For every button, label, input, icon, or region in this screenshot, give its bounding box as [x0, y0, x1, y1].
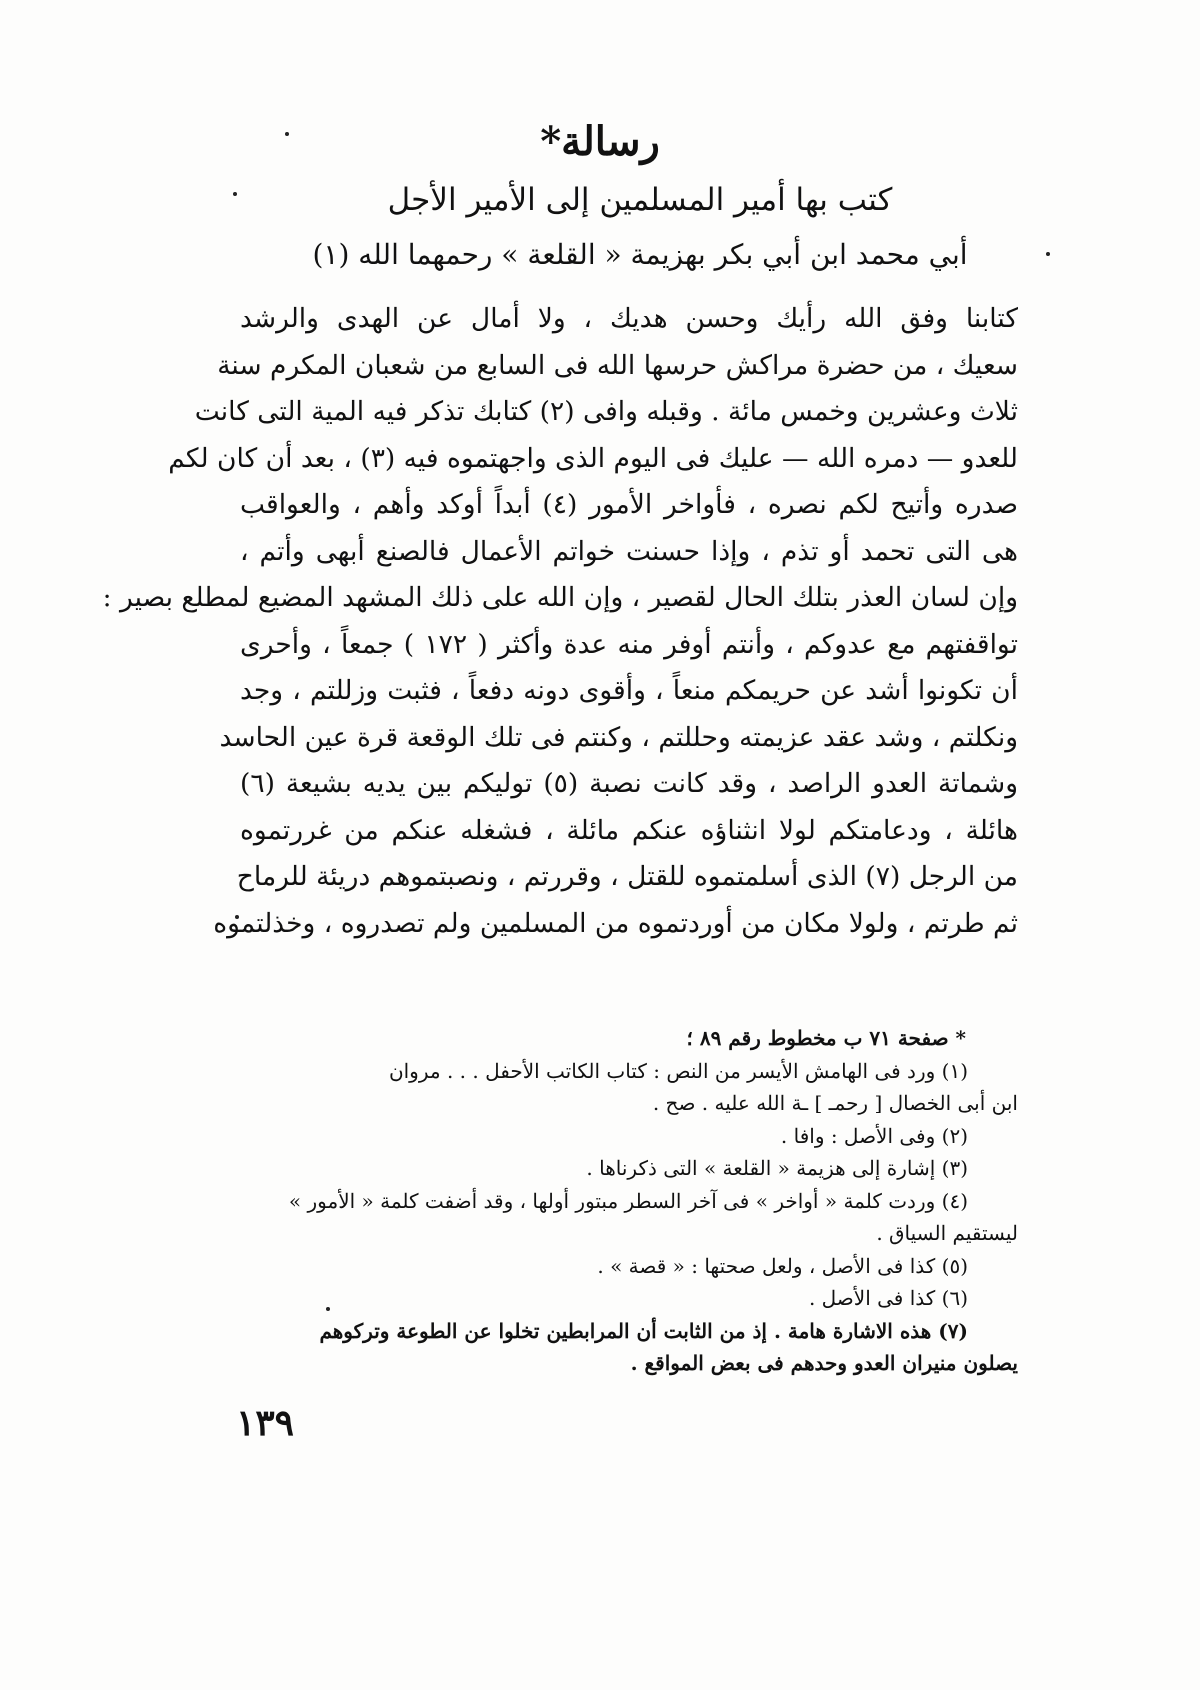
body-line: وإن لسان العذر بتلك الحال لقصير ، وإن الله على ذلك المشهد المضيع لمطلع بصير : — [102, 582, 1018, 613]
footnote-1-continued: ابن أبى الخصال [ رحمـ ] ـة الله عليه . صح . — [652, 1091, 1018, 1115]
body-line: صدره وأتيح لكم نصره ، فأواخر الأمور (٤) أبداً أوكد وأهم ، والعواقب — [240, 489, 1018, 520]
body-line: هى التى تحمد أو تذم ، وإذا حسنت خواتم الأعمال فالصنع أبهى وأتم ، — [240, 535, 1018, 567]
letter-body — [102, 296, 1018, 947]
footnote-7-continued: يصلون منيران العدو وحدهم فى بعض المواقع . — [630, 1351, 1018, 1375]
footnote-3: (٣) إشارة إلى هزيمة « القلعة » التى ذكرناها . — [586, 1156, 968, 1180]
body-line: هائلة ، ودعامتكم لولا انثناؤه عنكم مائلة ، فشغله عنكم من غررتموه — [240, 814, 1018, 846]
scan-speck — [1046, 252, 1050, 256]
body-line: للعدو — دمره الله — عليك فى اليوم الذى واجهتموه فيه (٣) ، بعد أن كان لكم — [168, 442, 1018, 474]
footnote-1: (١) ورد فى الهامش الأيسر من النص : كتاب الكاتب الأحفل . . . مروان — [388, 1058, 968, 1083]
footnote-4-continued: ليستقيم السياق . — [876, 1221, 1018, 1245]
source-note: * صفحة ٧١ ب مخطوط رقم ٨٩ ؛ — [686, 1026, 966, 1050]
page-title: رسالة* — [540, 118, 660, 165]
subtitle-line-2: أبي محمد ابن أبي بكر بهزيمة « القلعة » رحمهما الله (١) — [312, 238, 968, 271]
scan-speck — [233, 192, 237, 196]
body-line: ثم طرتم ، ولولا مكان من أوردتموه من المسلمين ولم تصدروه ، وخذلتموه — [213, 907, 1018, 939]
body-line: كتابنا وفق الله رأيك وحسن هديك ، ولا أمال عن الهدى والرشد — [240, 303, 1018, 334]
footnote-5: (٥) كذا فى الأصل ، ولعل صحتها : « قصة » . — [597, 1253, 968, 1278]
page-number: ١٣٩ — [236, 1402, 295, 1444]
body-line: من الرجل (٧) الذى أسلمتموه للقتل ، وقررتم ، ونصبتموهم دريئة للرماح — [236, 861, 1018, 892]
footnotes — [240, 1022, 1018, 1380]
body-line: ونكلتم ، وشد عقد عزيمته وحللتم ، وكنتم فى تلك الوقعة قرة عين الحاسد — [219, 721, 1018, 753]
body-line: أن تكونوا أشد عن حريمكم منعاً ، وأقوى دونه دفعاً ، فثبت وزللتم ، وجد — [240, 675, 1018, 706]
footnote-6: (٦) كذا فى الأصل . — [808, 1286, 968, 1310]
body-line: تواقفتهم مع عدوكم ، وأنتم أوفر منه عدة وأكثر ( ١٧٢ ) جمعاً ، وأحرى — [240, 628, 1018, 660]
footnote-4: (٤) وردت كلمة « أواخر » فى آخر السطر مبتور أولها ، وقد أضفت كلمة « الأمور » — [288, 1188, 968, 1213]
subtitle-line-1: كتب بها أمير المسلمين إلى الأمير الأجل — [387, 182, 893, 218]
footnote-2: (٢) وفى الأصل : وافا . — [780, 1123, 968, 1148]
body-line: ثلاث وعشرين وخمس مائة . وقبله وافى (٢) كتابك تذكر فيه المية التى كانت — [194, 396, 1018, 427]
body-line: سعيك ، من حضرة مراكش حرسها الله فى السابع من شعبان المكرم سنة — [217, 349, 1018, 381]
footnote-7: (٧) هذه الاشارة هامة . إذ من الثابت أن المرابطين تخلوا عن الطوعة وتركوهم — [319, 1318, 968, 1343]
body-line: وشماتة العدو الراصد ، وقد كانت نصبة (٥) توليكم بين يديه بشيعة (٦) — [240, 768, 1018, 799]
